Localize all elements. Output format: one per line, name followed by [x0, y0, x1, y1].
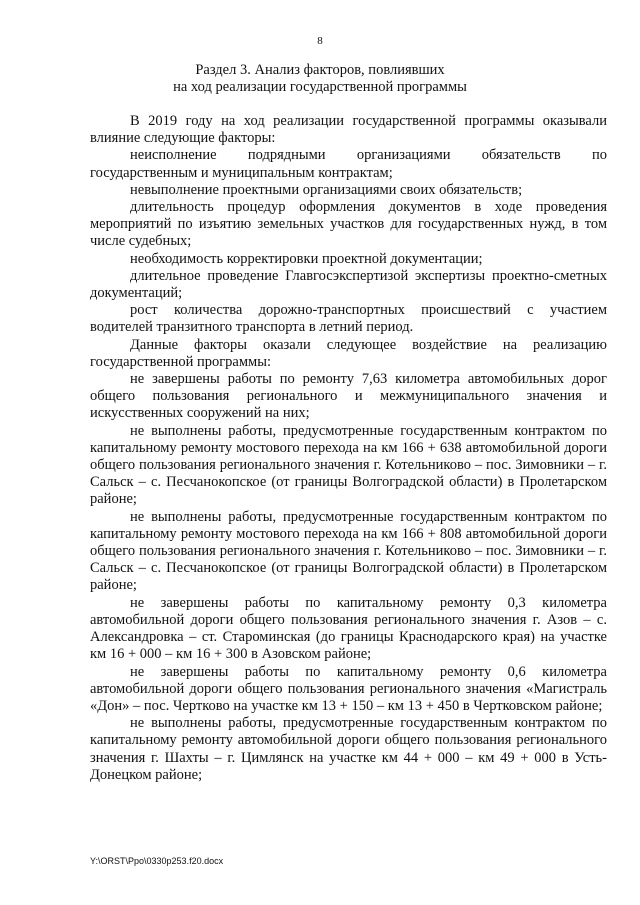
paragraph: Данные факторы оказали следующее воздействие на реализацию государственной программы: — [90, 336, 607, 370]
file-path-footer: Y:\ORST\Ppo\0330p253.f20.docx — [90, 856, 224, 866]
section-title-line-2: на ход реализации государственной программы — [173, 79, 467, 95]
paragraph: не завершены работы по ремонту 7,63 километра автомобильных дорог общего пользования регионального и межмуниципального значения и искусственных сооружений на них; — [90, 371, 607, 422]
paragraph: не завершены работы по капитальному ремонту 0,6 километра автомобильной дороги общего пользования регионального значения «Магистраль «Дон» – пос. Чертково на участке км 13 + 150 – км 13 + 450 в Чертковском районе; — [90, 663, 607, 714]
paragraph: рост количества дорожно-транспортных происшествий с участием водителей транзитного транспорта в летний период. — [90, 302, 607, 336]
paragraph: длительность процедур оформления документов в ходе проведения мероприятий по изъятию земельных участков для государственных нужд, в том числе судебных; — [90, 199, 607, 250]
section-title-line-1: Раздел 3. Анализ факторов, повлиявших — [195, 62, 445, 78]
section-title — [0, 62, 640, 96]
paragraph: невыполнение проектными организациями своих обязательств; — [130, 181, 523, 198]
paragraph: не выполнены работы, предусмотренные государственным контрактом по капитальному ремонту мостового перехода на км 166 + 808 автомобильной дороги общего пользования регионального значения г. Котельниково – пос. Зимовники – г. Сальск – с. Песчанокопское (от границы Волгоградской области) в Пролетарском районе; — [90, 508, 607, 594]
paragraph: не выполнены работы, предусмотренные государственным контрактом по капитальному ремонту мостового перехода на км 166 + 638 автомобильной дороги общего пользования регионального значения г. Котельниково – пос. Зимовники – г. Сальск – с. Песчанокопское (от границы Волгоградской области) в Пролетарском районе; — [90, 422, 607, 508]
paragraph: необходимость корректировки проектной документации; — [130, 250, 483, 267]
paragraph: неисполнение подрядными организациями обязательств по государственным и муниципальным контрактам; — [90, 147, 607, 181]
paragraph: длительное проведение Главгосэкспертизой экспертизы проектно-сметных документаций; — [90, 267, 607, 302]
paragraph: не выполнены работы, предусмотренные государственным контрактом по капитальному ремонту автомобильной дороги общего пользования регионального значения г. Шахты – г. Цимлянск на участке км 44 + 000 – км 49 + 000 в Усть-Донецком районе; — [90, 715, 607, 783]
paragraph: не завершены работы по капитальному ремонту 0,3 километра автомобильной дороги общего пользования регионального значения г. Азов – с. Александровка – ст. Староминская (до границы Краснодарского края) на участке км 16 + 000 – км 16 + 300 в Азовском районе; — [90, 594, 607, 663]
document-body — [90, 113, 607, 784]
page-number: 8 — [317, 35, 323, 47]
paragraph: В 2019 году на ход реализации государственной программы оказывали влияние следующие факторы: — [90, 113, 607, 147]
